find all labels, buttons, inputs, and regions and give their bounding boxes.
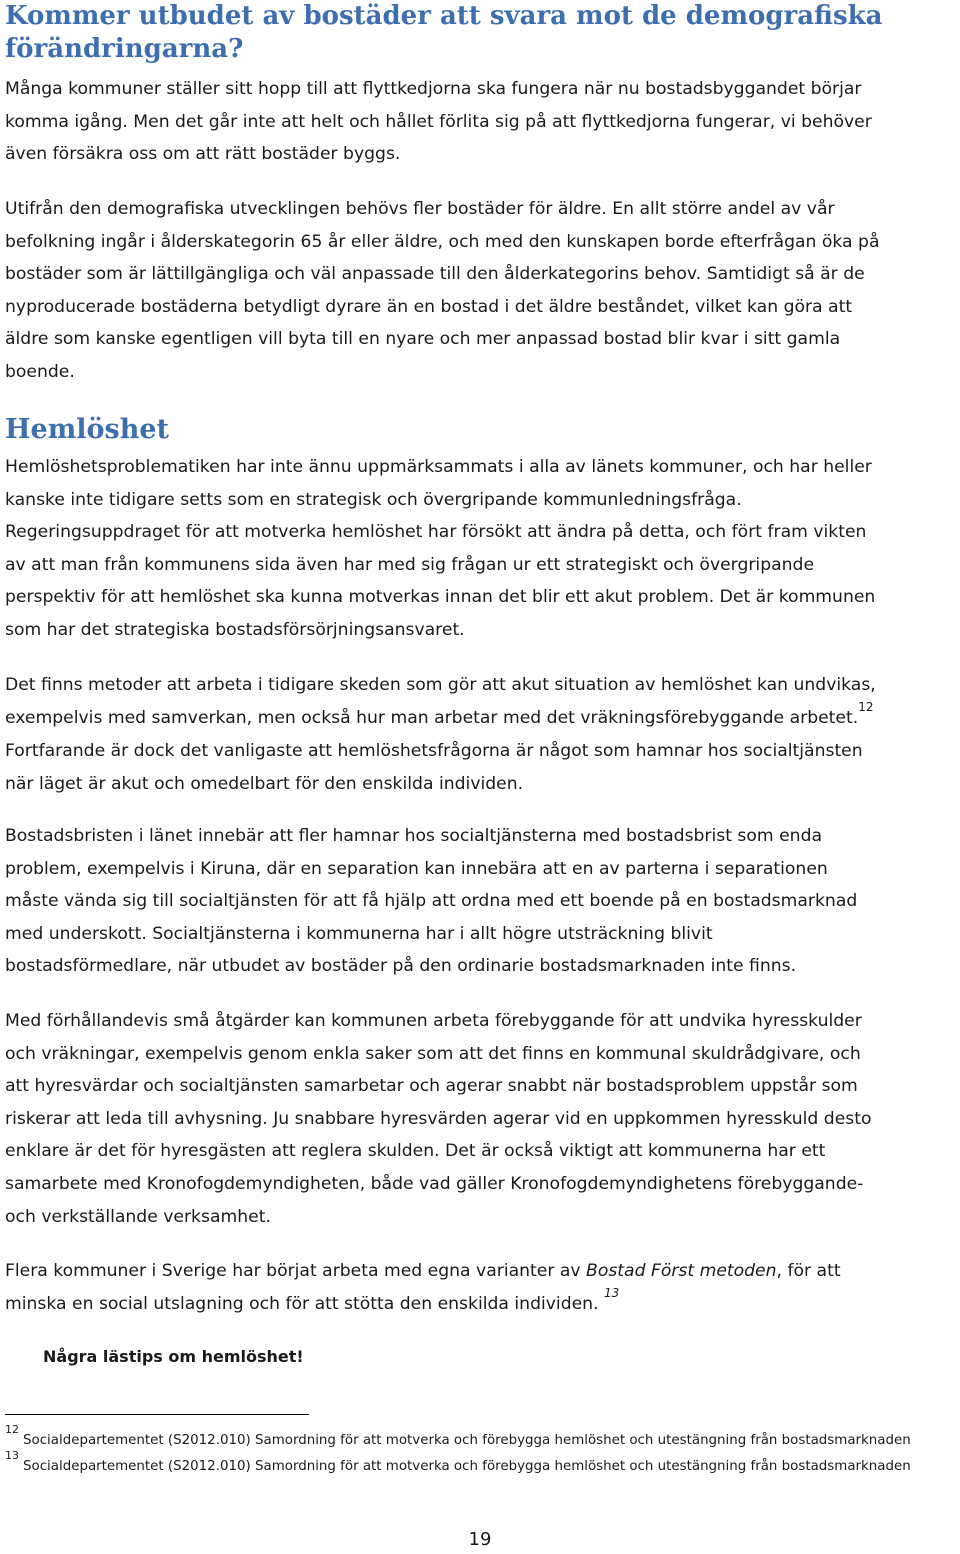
text-line: komma igång. Men det går inte att helt och hållet förlita sig på att flyttkedjorna fungerar, vi behöver [5, 111, 872, 132]
text-line: att hyresvärdar och socialtjänsten samarbetar och agerar snabbt när bostadsproblem uppstår som [5, 1076, 858, 1097]
footnote-text: Socialdepartementet (S2012.010) Samordning för att motverka och förebygga hemlöshet och utestängning från bostadsmarknaden [23, 1433, 911, 1448]
paragraph-housing-shortage [5, 820, 960, 983]
text-line: måste vända sig till socialtjänsten för att få hjälp att ordna med ett boende på en bostadsmarknad [5, 891, 858, 912]
text-line: problem, exempelvis i Kiruna, där en separation kan innebära att en av parterna i separationen [5, 858, 828, 879]
footnote-number: 12 [5, 1423, 19, 1436]
paragraph-methods [5, 669, 960, 800]
text-line: Många kommuner ställer sitt hopp till att flyttkedjorna ska fungera när nu bostadsbyggandet börjar [5, 79, 862, 99]
paragraph-elderly-housing [5, 193, 960, 389]
text-line: och vräkningar, exempelvis genom enkla saker som att det finns en kommunal skuldrådgivare, och [5, 1043, 861, 1064]
text-line-body: minska en social utslagning och för att stötta den enskilda individen. [5, 1293, 599, 1314]
text-line: med underskott. Socialtjänsterna i kommunerna har i allt högre utsträckning blivit [5, 923, 713, 944]
text-line [5, 1261, 841, 1281]
text-line [5, 1285, 620, 1314]
text-line: som har det strategiska bostadsförsörjningsansvaret. [5, 619, 465, 640]
text-line: bostäder som är lättillgängliga och väl anpassade till den ålderkategorins behov. Samtidigt så är de [5, 264, 865, 285]
text-line: Fortfarande är dock det vanligaste att hemlöshetsfrågorna är något som hamnar hos socialtjänsten [5, 741, 863, 762]
heading-demographic-changes [5, 0, 882, 66]
text-line: befolkning ingår i ålderskategorin 65 år eller äldre, och med den kunskapen borde efterfrågan öka på [5, 231, 880, 252]
text-line-start: Flera kommuner i Sverige har börjat arbeta med egna varianter av [5, 1261, 587, 1281]
paragraph-preventive-measures [5, 1005, 960, 1233]
footnote-reference[interactable]: 13 [604, 1285, 620, 1300]
text-line: och verkställande verksamhet. [5, 1206, 271, 1227]
footnote [5, 1423, 911, 1451]
text-line: enklare är det för hyresgästen att reglera skulden. Det är också viktigt att kommunerna har ett [5, 1141, 826, 1162]
text-line [5, 699, 874, 728]
text-line-body: exempelvis med samverkan, men också hur man arbetar med det vräkningsförebyggande arbetet. [5, 707, 859, 728]
text-line: nyproducerade bostäderna betydligt dyrare än en bostad i det äldre beståndet, vilket kan göra att [5, 296, 853, 317]
text-line: samarbete med Kronofogdemyndigheten, både vad gäller Kronofogdemyndighetens förebyggande- [5, 1173, 864, 1194]
heading-line: förändringarna? [5, 34, 244, 64]
text-line: Bostadsbristen i länet innebär att fler hamnar hos socialtjänsterna med bostadsbrist som enda [5, 826, 823, 846]
footnote [5, 1449, 911, 1477]
heading-homelessness: Hemlöshet [5, 414, 170, 445]
paragraph-moving-chains [5, 73, 960, 171]
paragraph-homelessness-intro [5, 451, 960, 647]
text-line: Hemlöshetsproblematiken har inte ännu uppmärksammats i alla av länets kommuner, och har heller [5, 457, 872, 477]
text-line: Det finns metoder att arbeta i tidigare skeden som gör att akut situation av hemlöshet kan undvikas, [5, 675, 876, 695]
emphasis-method-name: Bostad Först metoden [586, 1261, 777, 1281]
text-line: Utifrån den demografiska utvecklingen behövs fler bostäder för äldre. En allt större andel av vår [5, 199, 835, 219]
page-number: 19 [468, 1529, 492, 1550]
footnote-separator [5, 1414, 309, 1415]
text-line: Med förhållandevis små åtgärder kan kommunen arbeta förebyggande för att undvika hyresskulder [5, 1011, 862, 1031]
heading-line: Kommer utbudet av bostäder att svara mot de demografiska [5, 1, 883, 31]
text-line: av att man från kommunens sida även har med sig frågan ur ett strategiskt och övergripande [5, 554, 815, 575]
text-line: även försäkra oss om att rätt bostäder byggs. [5, 144, 401, 165]
text-line: äldre som kanske egentligen vill byta till en nyare och mer anpassad bostad blir kvar i sitt gamla [5, 329, 841, 350]
text-line: perspektiv för att hemlöshet ska kunna motverkas innan det blir ett akut problem. Det är kommunen [5, 587, 876, 608]
paragraph-housing-first [5, 1255, 960, 1321]
footnote-reference[interactable]: 12 [858, 699, 874, 714]
text-line-end: , för att [776, 1261, 841, 1281]
text-line: bostadsförmedlare, när utbudet av bostäder på den ordinarie bostadsmarknaden inte finns. [5, 956, 797, 977]
text-line: när läget är akut och omedelbart för den enskilda individen. [5, 773, 524, 794]
reading-tips-heading: Några lästips om hemlöshet! [43, 1347, 304, 1366]
text-line: kanske inte tidigare setts som en strategisk och övergripande kommunledningsfråga. [5, 489, 742, 510]
footnote-text: Socialdepartementet (S2012.010) Samordning för att motverka och förebygga hemlöshet och utestängning från bostadsmarknaden [23, 1459, 911, 1474]
text-line: riskerar att leda till avhysning. Ju snabbare hyresvärden agerar vid en uppkommen hyresskuld desto [5, 1108, 872, 1129]
text-line: boende. [5, 361, 75, 382]
text-line: Regeringsuppdraget för att motverka hemlöshet har försökt att ändra på detta, och fört fram vikten [5, 522, 867, 543]
footnote-number: 13 [5, 1449, 19, 1462]
